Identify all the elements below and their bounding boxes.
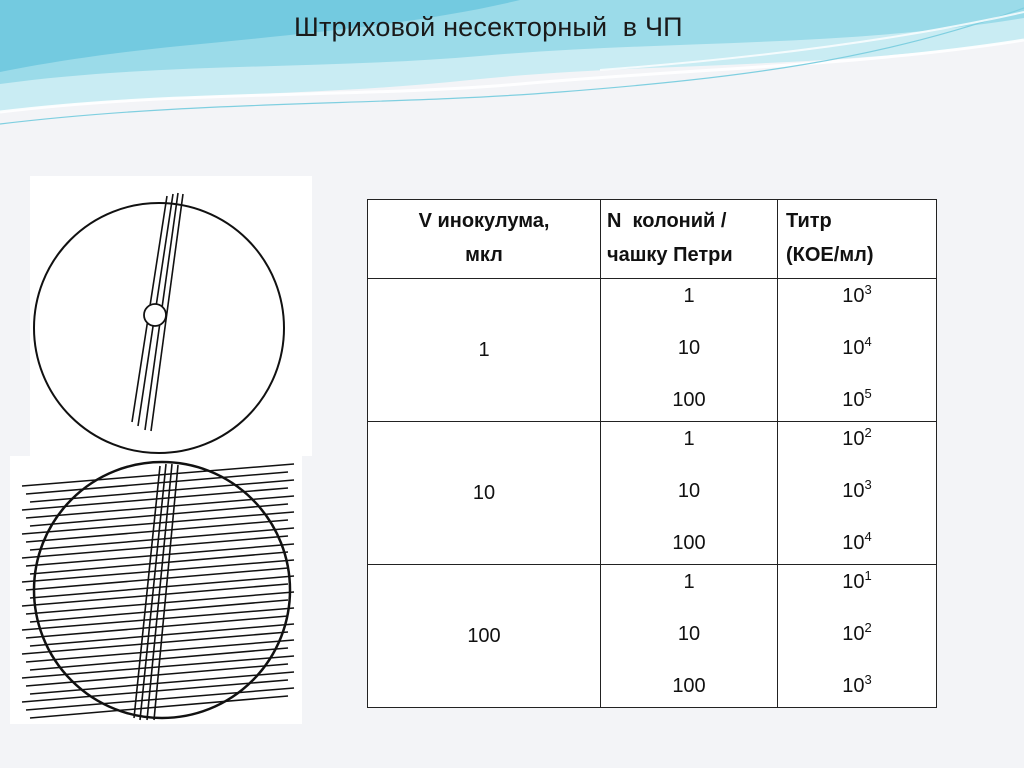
colonies-value: 1 xyxy=(683,571,695,593)
header-titer xyxy=(778,200,937,279)
titer-exponent: 4 xyxy=(864,334,872,349)
titer-base: 10 xyxy=(842,480,865,502)
titer-exponent: 3 xyxy=(864,282,872,297)
colonies-value: 1 xyxy=(683,285,695,307)
titer-cell xyxy=(778,422,937,565)
titer-cell xyxy=(778,279,937,422)
titer-value xyxy=(778,570,936,594)
titer-exponent: 4 xyxy=(864,529,872,544)
header-volume xyxy=(368,200,601,279)
colonies-value: 100 xyxy=(672,389,706,411)
titer-base: 10 xyxy=(842,675,865,697)
titer-base: 10 xyxy=(842,337,865,359)
titer-exponent: 3 xyxy=(864,477,872,492)
header-titer-line1: Титр xyxy=(786,210,832,232)
colonies-value: 100 xyxy=(672,675,706,697)
titer-base: 10 xyxy=(842,285,865,307)
titer-exponent: 2 xyxy=(864,620,872,635)
titer-exponent: 1 xyxy=(864,568,872,583)
petri-dish-single-streak xyxy=(30,176,312,456)
titer-value xyxy=(778,479,936,503)
table-row xyxy=(368,279,937,422)
header-colonies-line1: N колоний / xyxy=(607,210,727,232)
titer-value xyxy=(778,284,936,308)
volume-cell: 100 xyxy=(368,565,601,708)
volume-cell: 1 xyxy=(368,279,601,422)
titer-exponent: 5 xyxy=(864,386,872,401)
colonies-value: 10 xyxy=(677,480,701,502)
titer-exponent: 2 xyxy=(864,425,872,440)
titer-value xyxy=(778,427,936,451)
titer-base: 10 xyxy=(842,532,865,554)
header-titer-line2: (КОЕ/мл) xyxy=(786,244,874,266)
colonies-cell xyxy=(601,279,778,422)
colonies-value: 100 xyxy=(672,532,706,554)
petri-dish-cross-streak xyxy=(10,456,302,724)
titer-base: 10 xyxy=(842,571,865,593)
volume-cell: 10 xyxy=(368,422,601,565)
colonies-cell xyxy=(601,422,778,565)
titer-base: 10 xyxy=(842,428,865,450)
header-colonies-line2: чашку Петри xyxy=(607,244,733,266)
titer-exponent: 3 xyxy=(864,672,872,687)
colonies-cell xyxy=(601,565,778,708)
table-row xyxy=(368,565,937,708)
titer-cell xyxy=(778,565,937,708)
titer-base: 10 xyxy=(842,389,865,411)
titer-base: 10 xyxy=(842,623,865,645)
header-volume-line2: мкл xyxy=(465,244,503,266)
titer-value xyxy=(778,388,936,412)
table-header-row xyxy=(368,200,937,279)
colonies-value: 10 xyxy=(677,337,701,359)
header-volume-line1: V инокулума, xyxy=(418,210,550,232)
titer-value xyxy=(778,674,936,698)
colonies-value: 10 xyxy=(677,623,701,645)
slide-title: Штриховой несекторный в ЧП xyxy=(294,12,683,42)
table-row xyxy=(368,422,937,565)
titer-value xyxy=(778,622,936,646)
titer-value xyxy=(778,531,936,555)
titer-table xyxy=(367,199,937,708)
titer-value xyxy=(778,336,936,360)
header-colonies xyxy=(601,200,778,279)
colonies-value: 1 xyxy=(683,428,695,450)
